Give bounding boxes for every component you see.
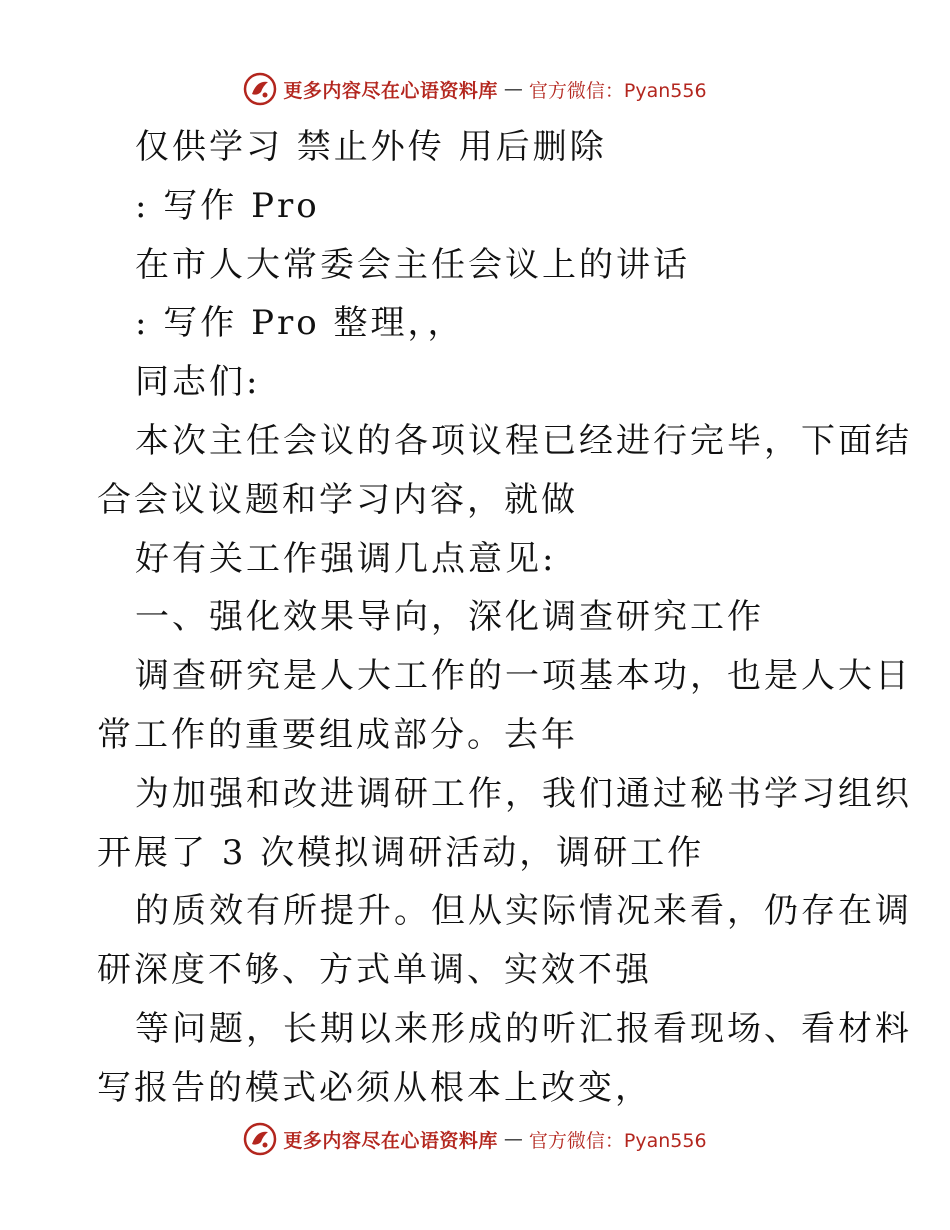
text-line: 好有关工作强调几点意见: xyxy=(135,538,557,579)
text-line: 一、强化效果导向，深化调查研究工作 xyxy=(135,597,764,638)
watermark-header xyxy=(0,72,950,106)
text-line: 的质效有所提升。但从实际情况来看，仍存在调 xyxy=(135,891,912,932)
watermark-title: 更多内容尽在心语资料库 xyxy=(283,79,498,102)
watermark-separator: — xyxy=(503,1128,523,1150)
text-line: 同志们: xyxy=(135,362,261,403)
watermark-wechat: 官方微信：Pyan556 xyxy=(528,1129,707,1152)
watermark-footer xyxy=(0,1122,950,1156)
watermark-wechat: 官方微信：Pyan556 xyxy=(528,79,707,102)
text-line: 合会议议题和学习内容，就做 xyxy=(97,479,578,520)
text-line: : 写作 Pro 整理，， xyxy=(135,303,465,344)
document-body xyxy=(97,118,912,1118)
logo-icon xyxy=(243,1122,277,1156)
text-line: 常工作的重要组成部分。去年 xyxy=(97,714,578,755)
text-line: : 写作 Pro xyxy=(135,185,320,226)
text-line: 为加强和改进调研工作，我们通过秘书学习组织 xyxy=(135,773,912,814)
text-line: 调查研究是人大工作的一项基本功，也是人大日 xyxy=(135,656,912,697)
text-line: 等问题，长期以来形成的听汇报看现场、看材料 xyxy=(135,1008,912,1049)
watermark-title: 更多内容尽在心语资料库 xyxy=(283,1129,498,1152)
watermark-separator: — xyxy=(503,78,523,100)
text-line: 在市人大常委会主任会议上的讲话 xyxy=(135,244,690,285)
text-line: 本次主任会议的各项议程已经进行完毕，下面结 xyxy=(135,420,912,461)
text-line: 写报告的模式必须从根本上改变， xyxy=(97,1067,652,1108)
logo-icon xyxy=(243,72,277,106)
text-line: 研深度不够、方式单调、实效不强 xyxy=(97,950,652,991)
text-line: 仅供学习 禁止外传 用后删除 xyxy=(135,127,607,167)
text-line: 开展了 3 次模拟调研活动，调研工作 xyxy=(97,832,705,873)
